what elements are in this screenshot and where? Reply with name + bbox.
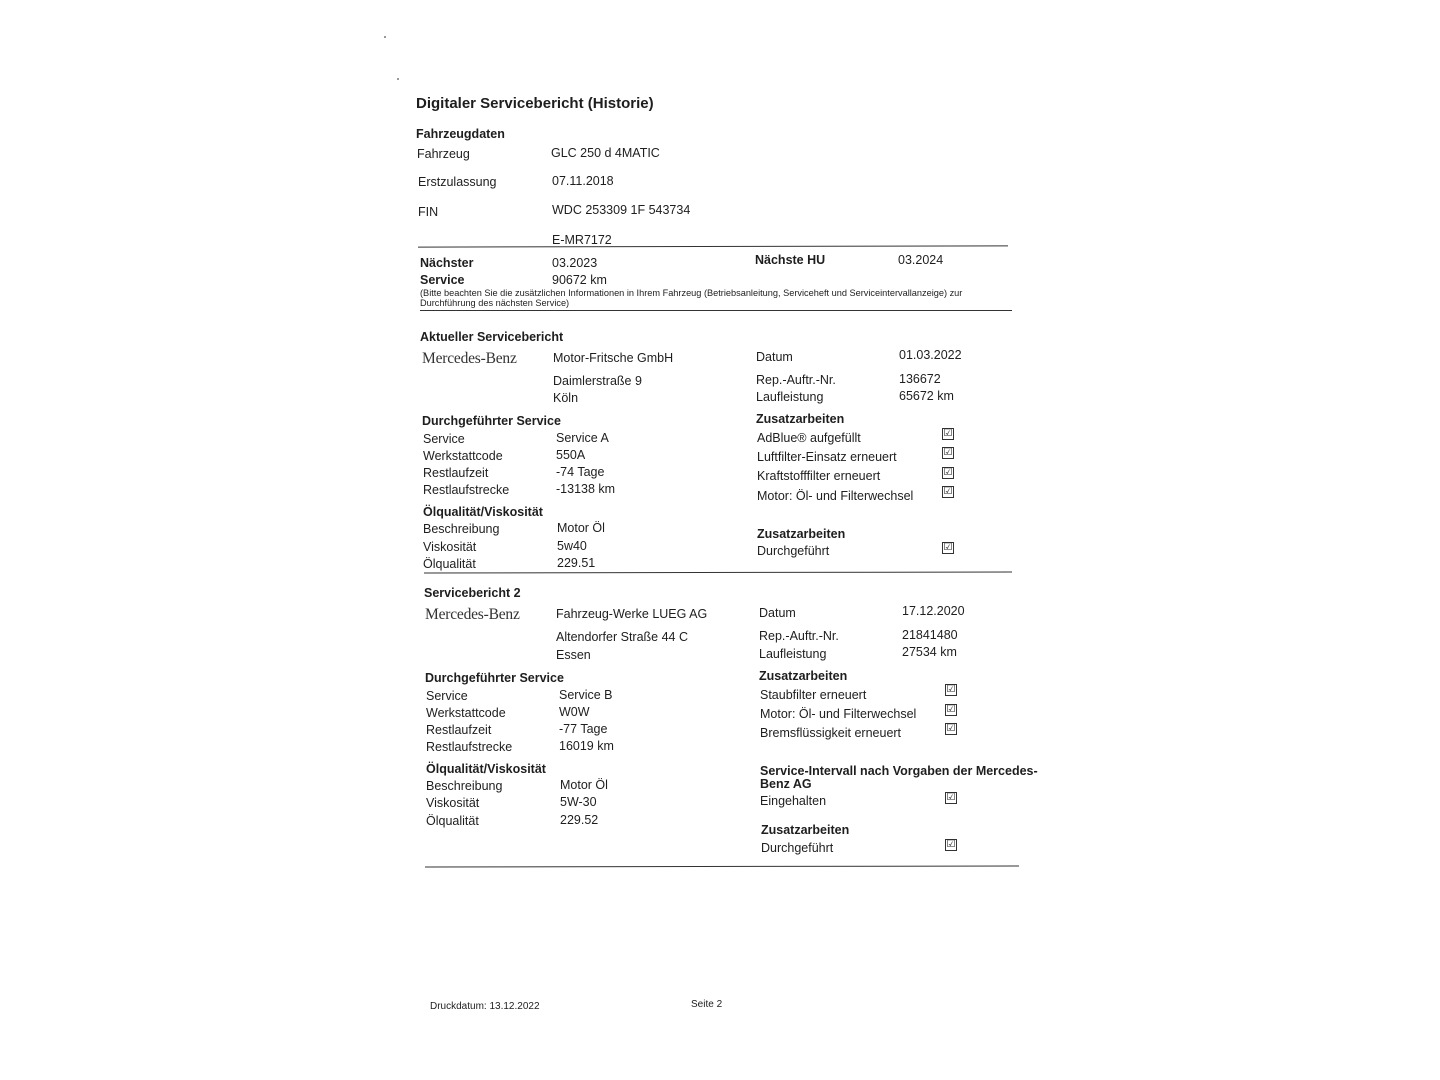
- report1-mileage-label: Laufleistung: [756, 390, 824, 404]
- report2-extra-heading: Zusatzarbeiten: [759, 669, 848, 683]
- report2-interval-heading-1: Service-Intervall nach Vorgaben der Mercedes-: [760, 764, 1038, 778]
- report1-remaining-time-label: Restlaufzeit: [423, 466, 489, 480]
- document-title: Digitaler Servicebericht (Historie): [416, 95, 654, 112]
- page-number: Seite 2: [691, 999, 723, 1010]
- report1-extra2-heading: Zusatzarbeiten: [757, 527, 846, 541]
- divider: [424, 571, 1012, 573]
- next-service-label-1: Nächster: [420, 256, 474, 270]
- next-service-km: 90672 km: [552, 273, 607, 287]
- first-registration-value: 07.11.2018: [552, 174, 614, 188]
- checkbox-checked-icon: ☑: [946, 839, 956, 850]
- report2-remaining-distance-label: Restlaufstrecke: [426, 740, 513, 754]
- vehicle-model: GLC 250 d 4MATIC: [551, 146, 660, 160]
- report2-interval-heading-2: Benz AG: [760, 777, 812, 791]
- report1-viscosity-value: 5w40: [557, 539, 587, 553]
- report2-extra-item: Bremsflüssigkeit erneuert: [760, 726, 902, 740]
- report2-mileage-value: 27534 km: [902, 645, 957, 659]
- report1-extra-item: AdBlue® aufgefüllt: [757, 431, 861, 445]
- next-service-note: (Bitte beachten Sie die zusätzlichen Informationen in Ihrem Fahrzeug (Betriebsanleitung, Serviceheft und Serviceintervallanzeige) zur Durchführung des nächsten Service): [420, 288, 963, 308]
- report2-extra-item: Staubfilter erneuert: [760, 688, 867, 702]
- report2-remaining-distance-value: 16019 km: [559, 739, 614, 753]
- report1-date-label: Datum: [756, 350, 793, 364]
- report1-oil-desc-value: Motor Öl: [557, 521, 605, 535]
- report2-extra2-label: Durchgeführt: [761, 841, 834, 855]
- report2-mileage-label: Laufleistung: [759, 647, 827, 661]
- report2-dealer: Fahrzeug-Werke LUEG AG: [556, 607, 708, 621]
- report1-workshop-value: 550A: [556, 448, 586, 462]
- report1-remaining-time-value: -74 Tage: [556, 465, 605, 479]
- report2-oil-desc-value: Motor Öl: [560, 778, 608, 792]
- report1-service-label: Service: [423, 432, 465, 446]
- report2-order-label: Rep.-Auftr.-Nr.: [759, 629, 839, 643]
- report1-oil-heading: Ölqualität/Viskosität: [423, 505, 543, 519]
- first-registration-label: Erstzulassung: [418, 175, 497, 189]
- report2-heading: Servicebericht 2: [424, 586, 521, 600]
- next-hu-label: Nächste HU: [755, 253, 826, 267]
- report1-oil-quality-label: Ölqualität: [423, 557, 476, 571]
- report2-brand-logo: Mercedes-Benz: [425, 606, 520, 623]
- report2-interval-label: Eingehalten: [760, 794, 827, 808]
- report1-oil-quality-value: 229.51: [557, 556, 596, 570]
- report1-heading: Aktueller Servicebericht: [420, 330, 564, 344]
- report2-oil-quality-label: Ölqualität: [426, 814, 479, 828]
- report1-mileage-value: 65672 km: [899, 389, 954, 403]
- report1-service-value: Service A: [556, 431, 609, 445]
- next-service-label-2: Service: [420, 273, 465, 287]
- report2-date-value: 17.12.2020: [902, 604, 965, 618]
- report2-extra2-heading: Zusatzarbeiten: [761, 823, 850, 837]
- report2-workshop-value: W0W: [559, 705, 590, 719]
- report2-street: Altendorfer Straße 44 C: [556, 630, 689, 644]
- report2-date-label: Datum: [759, 606, 796, 620]
- report1-order-value: 136672: [899, 372, 941, 386]
- report1-remaining-distance-value: -13138 km: [556, 482, 616, 496]
- report2-oil-heading: Ölqualität/Viskosität: [426, 762, 546, 776]
- checkbox-checked-icon: ☑: [946, 792, 956, 803]
- report1-city: Köln: [553, 391, 579, 405]
- report1-extra-heading: Zusatzarbeiten: [756, 412, 845, 426]
- report2-city: Essen: [556, 648, 591, 662]
- scan-speck: [384, 36, 386, 38]
- report2-service-heading: Durchgeführter Service: [425, 671, 564, 685]
- report1-remaining-distance-label: Restlaufstrecke: [423, 483, 510, 497]
- report1-date-value: 01.03.2022: [899, 348, 962, 362]
- report1-service-heading: Durchgeführter Service: [422, 414, 561, 428]
- print-date: Druckdatum: 13.12.2022: [430, 1001, 540, 1012]
- checkbox-checked-icon: ☑: [946, 684, 956, 695]
- report1-workshop-label: Werkstattcode: [423, 449, 503, 463]
- checkbox-checked-icon: ☑: [946, 704, 956, 715]
- report2-service-label: Service: [426, 689, 468, 703]
- checkbox-checked-icon: ☑: [946, 723, 956, 734]
- fin-value: WDC 253309 1F 543734: [552, 203, 691, 217]
- report1-dealer: Motor-Fritsche GmbH: [553, 351, 674, 365]
- report2-viscosity-label: Viskosität: [426, 796, 480, 810]
- report1-viscosity-label: Viskosität: [423, 540, 477, 554]
- report2-workshop-label: Werkstattcode: [426, 706, 506, 720]
- report2-remaining-time-label: Restlaufzeit: [426, 723, 492, 737]
- report2-viscosity-value: 5W-30: [560, 795, 597, 809]
- divider: [418, 245, 1008, 247]
- report2-order-value: 21841480: [902, 628, 958, 642]
- next-hu-value: 03.2024: [898, 253, 944, 267]
- report2-oil-desc-label: Beschreibung: [426, 779, 503, 793]
- vehicle-heading: Fahrzeugdaten: [416, 127, 505, 141]
- fin-label: FIN: [418, 205, 439, 219]
- report1-oil-desc-label: Beschreibung: [423, 522, 500, 536]
- vehicle-label: Fahrzeug: [417, 147, 470, 161]
- scan-speck: [397, 78, 399, 80]
- report1-extra-item: Kraftstofffilter erneuert: [757, 469, 881, 483]
- divider: [420, 310, 1012, 311]
- report1-order-label: Rep.-Auftr.-Nr.: [756, 373, 836, 387]
- report1-extra-item: Motor: Öl- und Filterwechsel: [757, 489, 914, 503]
- license-plate: E-MR7172: [552, 233, 612, 247]
- report2-service-value: Service B: [559, 688, 613, 702]
- report2-extra-item: Motor: Öl- und Filterwechsel: [760, 707, 917, 721]
- next-service-date: 03.2023: [552, 256, 598, 270]
- report2-oil-quality-value: 229.52: [560, 813, 599, 827]
- checkbox-checked-icon: ☑: [943, 428, 953, 439]
- divider: [425, 865, 1019, 867]
- report2-remaining-time-value: -77 Tage: [559, 722, 608, 736]
- report1-extra-item: Luftfilter-Einsatz erneuert: [757, 450, 897, 464]
- report1-extra2-label: Durchgeführt: [757, 544, 830, 558]
- checkbox-checked-icon: ☑: [943, 542, 953, 553]
- checkbox-checked-icon: ☑: [943, 467, 953, 478]
- report1-brand-logo: Mercedes-Benz: [422, 350, 517, 367]
- checkbox-checked-icon: ☑: [943, 486, 953, 497]
- checkbox-checked-icon: ☑: [943, 447, 953, 458]
- report1-street: Daimlerstraße 9: [553, 374, 642, 388]
